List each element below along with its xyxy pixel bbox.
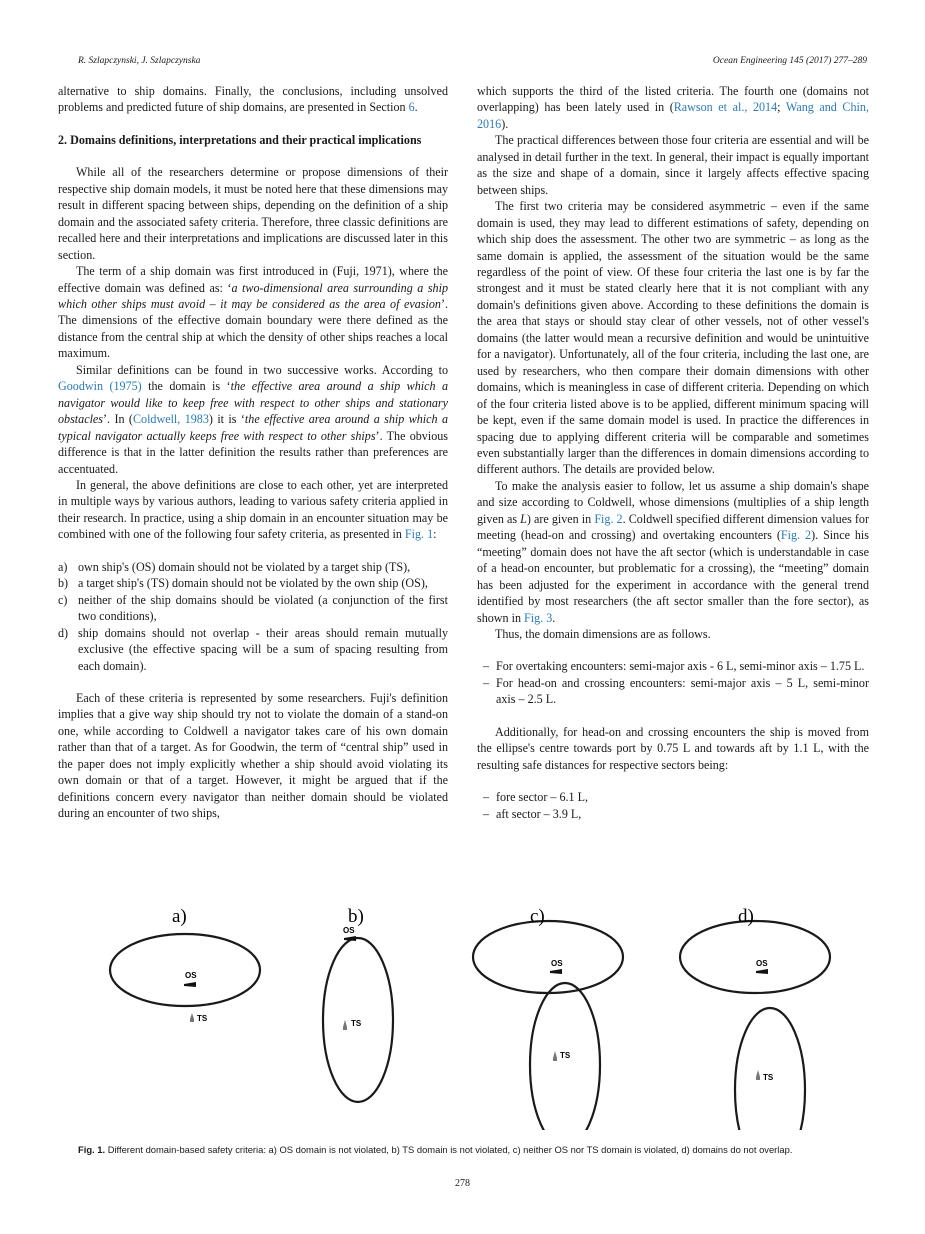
paragraph-dimensions-intro: Thus, the domain dimensions are as follows. xyxy=(495,626,711,641)
right-column xyxy=(477,83,869,822)
list-item: – aft sector – 3.9 L, xyxy=(483,806,582,821)
os-label-b: OS xyxy=(343,926,355,935)
list-item: d) ship domains should not overlap - their areas should remain mutually exclusive (the effective spacing will be a sum of spacing resulting from each domain). xyxy=(58,625,448,673)
figure-caption: Fig. 1. Different domain-based safety criteria: a) OS domain is not violated, b) TS domain is not violated, c) neither OS nor TS domain is violated, d) domains do not overlap. xyxy=(78,1144,793,1155)
ts-label-b: TS xyxy=(351,1019,362,1028)
paragraph-goodwin-coldwell: Similar definitions can be found in two successive works. According to Goodwin (1975) the domain is ‘the effective area around a ship which a navigator would like to keep free with respect to other ships and stationary obstacles’. In (Coldwell, 1983) it is ‘the effective area around a ship which a typical navigator actually keeps free with respect to other ships’. The obvious difference is that in the latter definition the results rather than preferences are accentuated. xyxy=(58,362,449,476)
list-item: c) neither of the ship domains should be violated (a conjunction of the first two conditions), xyxy=(58,592,448,624)
goodwin-1975-link[interactable]: Goodwin (1975) xyxy=(58,379,142,394)
fig-1-link[interactable]: Fig. 1 xyxy=(404,527,434,542)
panel-label-b: b) xyxy=(348,906,364,927)
ts-label-c: TS xyxy=(560,1051,571,1060)
target-ship-icon xyxy=(553,1051,557,1061)
paragraph-coldwell-domain: To make the analysis easier to follow, let us assume a ship domain's shape and size according to Coldwell, whose dimensions (multiplies of a ship length given as L) are given in Fig. 2. Coldwell specified different dimension values for meeting (head-on and crossing) and overtaking encounters (Fig. 2). Since his “meeting” domain does not have the aft sector (which is understandable in case of a head-on encounter, but problematic for a crossing), the “meeting” domain has been adjusted for the experiment in accordance with the general trend identified by most researchers (the aft sector smaller than the fore sector), as shown in Fig. 3. xyxy=(477,478,869,625)
target-ship-icon xyxy=(343,1020,347,1030)
paragraph-asymmetric: The first two criteria may be considered asymmetric – even if the same domain is used, they may lead to different estimations of safety, depending on which ship does the assessment. The other two are symmetric – as long as the same domain is applied, the assessment of the situation would be the same regardless of the point of view. Of these four criteria the last one is by far the strongest and it must be stated clearly here that it is not compliant with any domain's definitions given above. According to these definitions the domain is the area that stays or should stay clear of other vessels, not of other vessel's domains (the latter would mean a recursive definition and would be unintuitive for a navigator). Unfortunately, all of the four criteria, including the last one, are used by researchers, who then compare their domain dimensions with other domains, which is meaningless in case of different criteria. Depending on which of the four criteria listed above is to be applied, different minimum spacing will be kept, even if the same domain model is used. In practice the differences in spacing due to applying different criteria will be comparable and sometimes even substantially larger than the differences in domain dimensions according to different authors. The details are provided below. xyxy=(477,199,869,477)
paragraph-continuation: which supports the third of the listed criteria. The fourth one (domains not overlapping) has been lately used in (Rawson et al., 2014; Wang and Chin, 2016). xyxy=(477,84,869,131)
rawson-2014-link[interactable]: Rawson et al., 2014 xyxy=(673,100,778,115)
panel-label-d: d) xyxy=(738,906,754,927)
target-ship-icon xyxy=(756,1070,760,1080)
panel-label-a: a) xyxy=(172,906,187,927)
own-ship-icon xyxy=(344,936,356,941)
running-head-authors: R. Szlapczynski, J. Szlapczynska xyxy=(78,56,201,66)
paragraph-practical-differences: The practical differences between those four criteria are essential and will be analysed in detail further in the text. In general, their impact is equally important as the size and shape of a domain, since it largely affects effective spacing between ships. xyxy=(477,133,869,197)
wang-chin-2016-link[interactable]: Wang and Chin, 2016 xyxy=(477,100,869,131)
figure-1 xyxy=(90,900,880,1130)
left-column xyxy=(58,83,448,822)
os-domain-ellipse-d xyxy=(680,921,830,993)
os-label-a: OS xyxy=(185,971,197,980)
list-item: b) a target ship's (TS) domain should not be violated by the own ship (OS), xyxy=(58,576,428,591)
page-number: 278 xyxy=(455,1178,470,1189)
running-head-journal: Ocean Engineering 145 (2017) 277–289 xyxy=(712,56,867,66)
os-label-c: OS xyxy=(551,959,563,968)
target-ship-icon xyxy=(190,1013,194,1022)
paragraph-fuji: The term of a ship domain was first introduced in (Fuji, 1971), where the effective domain was defined as: ‘a two-dimensional area surrounding a ship which other ships must avoid – it may be considered as the area of evasion’. The dimensions of the effective domain boundary were there defined as the distance from the central ship at which the density of other ships reaches a local maximum. xyxy=(58,264,449,361)
ts-label-a: TS xyxy=(197,1014,208,1023)
section-6-link[interactable]: 6 xyxy=(408,100,415,115)
paragraph-criteria-intro: In general, the above definitions are close to each other, yet are interpreted in multiple ways by various authors, leading to various safety criteria applied in their research. In practice, using a ship domain in an encounter situation may be combined with one of the following four safety criteria, as presented in Fig. 1: xyxy=(58,477,448,542)
paragraph-definitions: While all of the researchers determine or propose dimensions of their respective ship domain models, it must be noted here that these dimensions may result in different spacing between ships, depending on the definition of a ship domain and the associated safety criteria. Therefore, three classic definitions are recalled here and their interpretations and implications are discussed later in this section. xyxy=(58,165,448,262)
sectors-list xyxy=(477,789,869,822)
paragraph-offset: Additionally, for head-on and crossing encounters the ship is moved from the ellipse's centre towards port by 0.75 L and towards aft by 1.1 L, with the resulting safe distances for respective sectors being: xyxy=(477,724,869,772)
intro-paragraph: alternative to ship domains. Finally, the conclusions, including unsolved problems and predicted future of ship domains, are presented in Section 6. xyxy=(58,84,448,115)
list-item: – fore sector – 6.1 L, xyxy=(483,790,589,805)
section-heading: 2. Domains definitions, interpretations and their practical implications xyxy=(58,132,422,147)
fig-3-link[interactable]: Fig. 3 xyxy=(524,610,553,625)
os-label-d: OS xyxy=(756,959,768,968)
fig-2-link-second[interactable]: Fig. 2 xyxy=(780,528,812,543)
criteria-list xyxy=(58,559,448,674)
list-item: a) own ship's (OS) domain should not be violated by a target ship (TS), xyxy=(58,559,411,574)
paragraph-criteria-discussion: Each of these criteria is represented by some researchers. Fuji's definition implies that a give way ship should try not to violate the domain of a stand-on one, while according to Coldwell a navigator takes care of his own domain rather than that of a target. As for Goodwin, the term of “central ship” used in the paper does not imply explicitly whether a ship should avoid violating its own domain or that of a target. However, it might be argued that if the definitions concern every navigator than neither domain should be violated during an encounter of two ships, xyxy=(58,690,448,821)
ts-label-d: TS xyxy=(763,1073,774,1082)
fig-2-link[interactable]: Fig. 2 xyxy=(594,511,623,526)
coldwell-1983-link[interactable]: Coldwell, 1983 xyxy=(132,412,209,427)
own-ship-icon xyxy=(184,982,196,987)
panel-label-c: c) xyxy=(530,906,545,927)
os-domain-ellipse-c xyxy=(473,921,623,993)
list-item: – For head-on and crossing encounters: semi-major axis – 5 L, semi-minor axis – 2.5 L. xyxy=(483,675,869,707)
list-item: – For overtaking encounters: semi-major axis - 6 L, semi-minor axis – 1.75 L. xyxy=(483,659,865,674)
own-ship-icon xyxy=(756,969,768,974)
os-domain-ellipse-a xyxy=(110,934,260,1006)
dimensions-list xyxy=(477,658,869,707)
own-ship-icon xyxy=(550,969,562,974)
ts-domain-ellipse-d xyxy=(735,1008,805,1130)
